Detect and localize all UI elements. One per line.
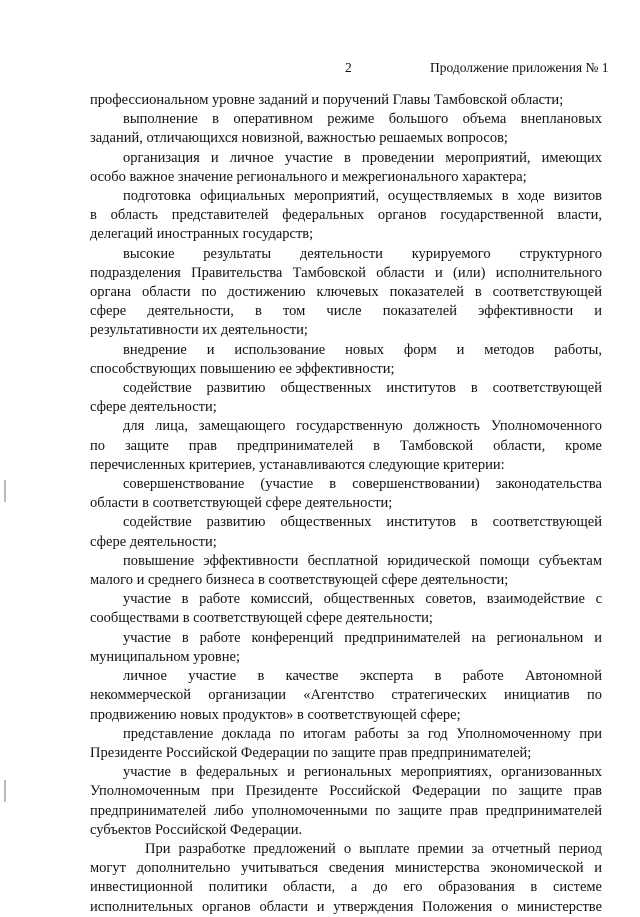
text-line: заданий, отличающихся новизной, важностью решаемых вопросов; bbox=[90, 130, 508, 147]
paragraph bbox=[90, 245, 602, 341]
text-line: профессиональном уровне заданий и поручений Главы Тамбовской области; bbox=[90, 92, 564, 108]
continuation-note: Продолжение приложения № 1 bbox=[430, 60, 609, 75]
paragraph bbox=[90, 187, 602, 245]
paragraph bbox=[90, 110, 602, 148]
text-line: особо важное значение регионального и межрегионального характера; bbox=[90, 168, 527, 185]
paragraph bbox=[90, 91, 602, 110]
text-line: выполнение в оперативном режиме большого объема внеплановых bbox=[123, 111, 602, 128]
paragraph bbox=[90, 552, 602, 590]
text-line: делегаций иностранных государств; bbox=[90, 226, 314, 243]
paragraph bbox=[90, 840, 602, 917]
text-line: сообществами в соответствующей сфере деятельности; bbox=[90, 610, 433, 627]
page-header bbox=[0, 60, 640, 80]
text-line: по защите прав предпринимателей в Тамбовской области, кроме bbox=[90, 437, 602, 454]
text-line: участие в федеральных и региональных мероприятиях, организованных bbox=[123, 764, 602, 781]
text-line: органа области по достижению ключевых показателей в соответствующей bbox=[90, 284, 602, 301]
text-line: совершенствование (участие в совершенствовании) законодательства bbox=[123, 476, 602, 493]
text-line: некоммерческой организации «Агентство стратегических инициатив по bbox=[90, 687, 602, 704]
text-line: участие в работе комиссий, общественных советов, взаимодействие с bbox=[123, 591, 602, 608]
text-line: повышение эффективности бесплатной юридической помощи субъектам bbox=[123, 552, 602, 569]
text-line: муниципальном уровне; bbox=[90, 648, 240, 665]
text-line: исполнительных органов области и утверждения Положения о министерстве bbox=[90, 898, 602, 915]
text-line: могут дополнительно учитываться сведения министерства экономической и bbox=[90, 860, 602, 877]
text-line: содействие развитию общественных институтов в соответствующей bbox=[123, 380, 602, 397]
text-line: сфере деятельности; bbox=[90, 399, 217, 416]
page-number: 2 bbox=[345, 60, 352, 75]
text-line: подразделения Правительства Тамбовской области и (или) исполнительного bbox=[90, 264, 602, 281]
text-line: результативности их деятельности; bbox=[90, 322, 308, 339]
text-line: сфере деятельности; bbox=[90, 533, 217, 550]
paragraph bbox=[90, 667, 602, 725]
paragraph bbox=[90, 725, 602, 763]
margin-mark bbox=[4, 780, 6, 802]
text-line: участие в работе конференций предпринимателей на региональном и bbox=[123, 629, 602, 646]
paragraph bbox=[90, 629, 602, 667]
text-line: Президенте Российской Федерации по защите прав предпринимателей; bbox=[90, 744, 532, 761]
text-line: При разработке предложений о выплате премии за отчетный период bbox=[145, 840, 602, 857]
document-body bbox=[90, 91, 602, 917]
text-line: представление доклада по итогам работы за год Уполномоченному при bbox=[123, 725, 602, 742]
text-line: содействие развитию общественных институтов в соответствующей bbox=[123, 514, 602, 531]
paragraph bbox=[90, 475, 602, 513]
paragraph bbox=[90, 763, 602, 840]
text-line: внедрение и использование новых форм и методов работы, bbox=[123, 341, 602, 358]
text-line: личное участие в качестве эксперта в работе Автономной bbox=[123, 668, 602, 685]
text-line: подготовка официальных мероприятий, осуществляемых в ходе визитов bbox=[123, 188, 602, 205]
text-line: сфере деятельности, в том числе показателей эффективности и bbox=[90, 303, 602, 320]
text-line: продвижению новых продуктов» в соответствующей сфере; bbox=[90, 706, 461, 723]
text-line: предпринимателей либо уполномоченными по защите прав предпринимателей bbox=[90, 802, 602, 819]
paragraph bbox=[90, 513, 602, 551]
text-line: Уполномоченным при Президенте Российской Федерации по защите прав bbox=[90, 783, 602, 800]
paragraph bbox=[90, 341, 602, 379]
text-line: перечисленных критериев, устанавливаются следующие критерии: bbox=[90, 456, 505, 473]
paragraph bbox=[90, 149, 602, 187]
margin-mark bbox=[4, 480, 6, 502]
text-line: организация и личное участие в проведении мероприятий, имеющих bbox=[123, 149, 602, 166]
text-line: субъектов Российской Федерации. bbox=[90, 821, 303, 838]
paragraph bbox=[90, 590, 602, 628]
text-line: высокие результаты деятельности курируемого структурного bbox=[123, 245, 602, 262]
paragraph bbox=[90, 379, 602, 417]
text-line: области в соответствующей сфере деятельности; bbox=[90, 495, 393, 512]
text-line: инвестиционной политики области, а до его образования в системе bbox=[90, 879, 602, 896]
text-line: способствующих повышению ее эффективности; bbox=[90, 360, 395, 377]
paragraph bbox=[90, 417, 602, 475]
text-line: для лица, замещающего государственную должность Уполномоченного bbox=[123, 418, 602, 435]
text-line: малого и среднего бизнеса в соответствующей сфере деятельности; bbox=[90, 572, 509, 589]
text-line: в область представителей федеральных органов государственной власти, bbox=[90, 207, 602, 224]
